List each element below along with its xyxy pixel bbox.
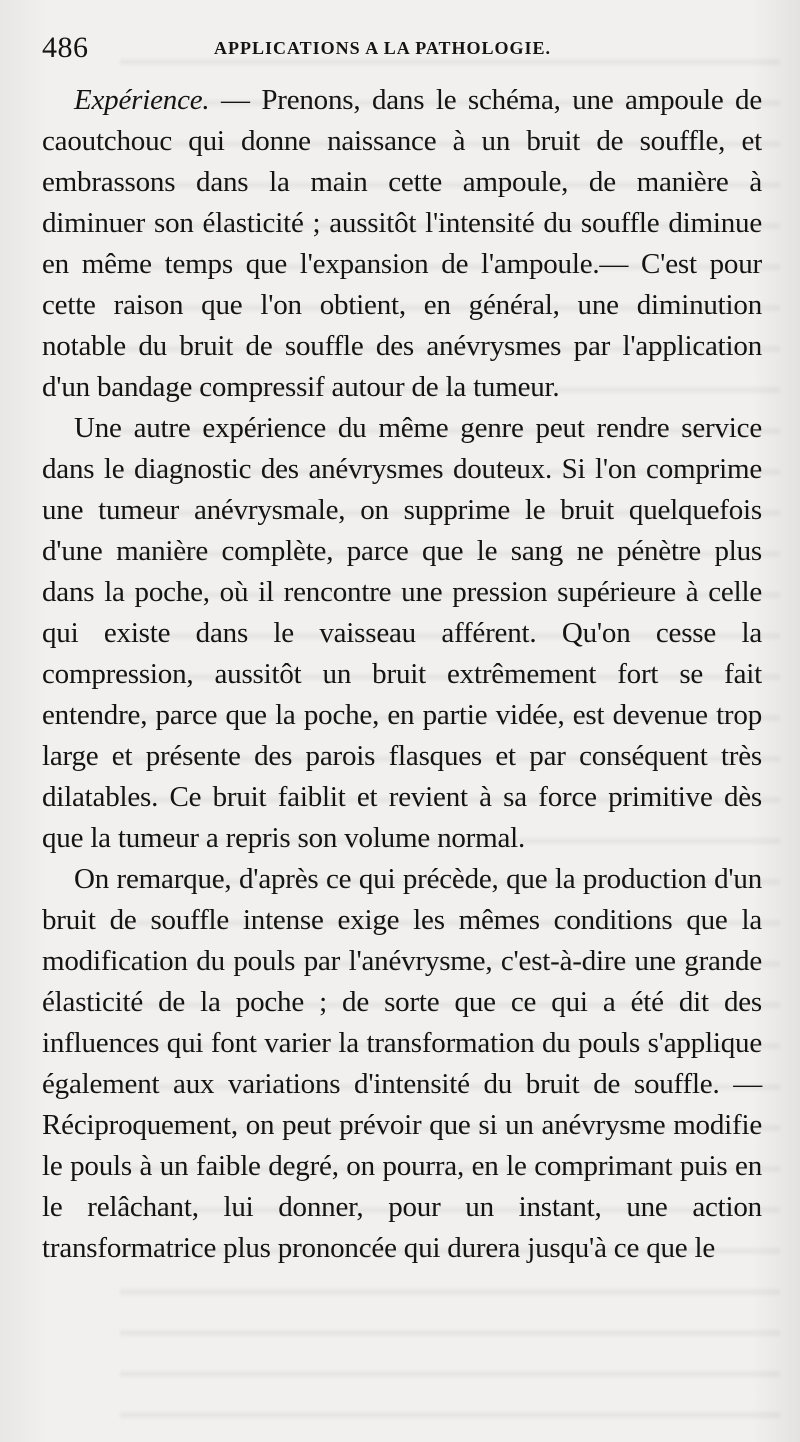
running-head xyxy=(42,30,762,66)
paragraph-lead-italic: Expérience. xyxy=(74,84,210,116)
paragraph-text: Une autre expérience du même genre peut rendre service dans le diagnostic des anévrysmes douteux. Si l'on comprime une tumeur anévrysmale, on supprime le bruit quelquefois d'une manière complète, parce que le sang ne pénètre plus dans la poche, où il rencontre une pression supérieure à celle qui existe dans le vaisseau afférent. Qu'on cesse la compression, aussitôt un bruit extrêmement fort se fait entendre, parce que la poche, en partie vidée, est devenue trop large et présente des parois flasques et par conséquent très dilatables. Ce bruit faiblit et revient à sa force primitive dès que la tumeur a repris son volume normal. xyxy=(42,412,762,854)
paragraph-text: On remarque, d'après ce qui précède, que la production d'un bruit de souffle intense exige les mêmes conditions que la modification du pouls par l'anévrysme, c'est-à-dire une grande élasticité de la poche ; de sorte que ce qui a été dit des influences qui font varier la transformation du pouls s'applique également aux variations d'intensité du bruit de souffle. — Réciproquement, on peut prévoir que si un anévrysme modifie le pouls à un faible degré, on pourra, en le comprimant puis en le relâchant, lui donner, pour un instant, une action transformatrice plus prononcée qui durera jusqu'à ce que le xyxy=(42,863,762,1264)
page-number: 486 xyxy=(42,31,89,64)
paragraph-third xyxy=(42,859,762,1269)
running-head-title: APPLICATIONS A LA PATHOLOGIE. xyxy=(214,38,552,58)
body-text xyxy=(42,80,762,1269)
paragraph-text: — Prenons, dans le schéma, une ampoule de caoutchouc qui donne naissance à un bruit de souffle, et embrassons dans la main cette ampoule, de manière à diminuer son élasticité ; aussitôt l'intensité du souffle diminue en même temps que l'expansion de l'ampoule.— C'est pour cette raison que l'on obtient, en général, une diminution notable du bruit de souffle des anévrysmes par l'application d'un bandage compressif autour de la tumeur. xyxy=(42,84,762,403)
paragraph-experience xyxy=(42,80,762,408)
paragraph-second xyxy=(42,408,762,859)
